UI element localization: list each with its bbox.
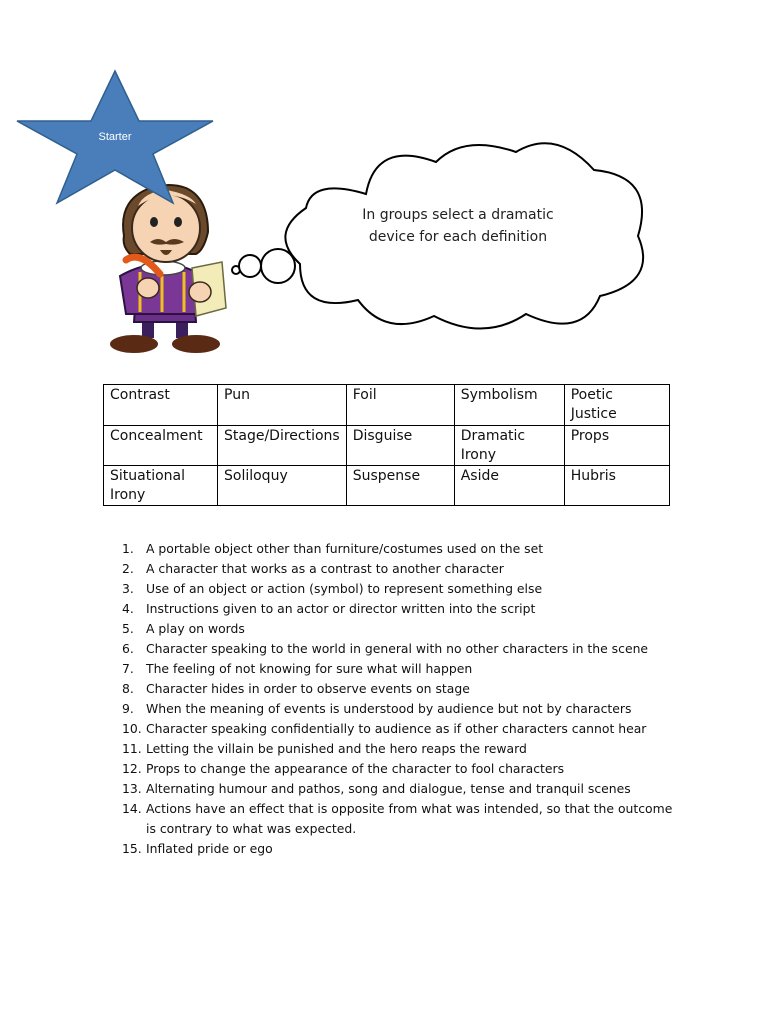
list-item (122, 699, 682, 719)
item-number: 6. (122, 641, 134, 656)
item-text: Character speaking to the world in general with no other characters in the scene (146, 641, 649, 656)
item-text: Actions have an effect that is opposite from what was intended, so that the outcome is contrary to what was expected. (146, 801, 673, 836)
list-item (122, 779, 682, 799)
table-cell: Concealment (104, 426, 218, 466)
item-text: A portable object other than furniture/costumes used on the set (146, 541, 544, 556)
item-number: 4. (122, 601, 134, 616)
table-cell: Soliloquy (218, 466, 347, 506)
item-number: 11. (122, 741, 142, 756)
list-item (122, 619, 682, 639)
list-item (122, 759, 682, 779)
table-cell: Situational Irony (104, 466, 218, 506)
item-number: 9. (122, 701, 134, 716)
list-item (122, 799, 682, 839)
item-number: 15. (122, 841, 142, 856)
dramatic-devices-table (103, 384, 670, 506)
table-cell: Stage/Directions (218, 426, 347, 466)
item-number: 12. (122, 761, 142, 776)
table-cell: Disguise (346, 426, 454, 466)
item-text: Character speaking confidentially to audience as if other characters cannot hear (146, 721, 647, 736)
table-cell: Props (564, 426, 669, 466)
list-item (122, 659, 682, 679)
item-number: 1. (122, 541, 134, 556)
item-text: A play on words (146, 621, 245, 636)
list-item (122, 579, 682, 599)
list-item (122, 539, 682, 559)
table-row (104, 466, 670, 506)
table-cell: Symbolism (454, 385, 564, 426)
table-cell: Aside (454, 466, 564, 506)
definitions-list (122, 539, 682, 859)
list-item (122, 719, 682, 739)
table-cell: Dramatic Irony (454, 426, 564, 466)
item-number: 3. (122, 581, 134, 596)
list-item (122, 599, 682, 619)
item-number: 2. (122, 561, 134, 576)
list-item (122, 739, 682, 759)
item-text: A character that works as a contrast to another character (146, 561, 504, 576)
list-item (122, 679, 682, 699)
item-number: 8. (122, 681, 134, 696)
table-cell: Foil (346, 385, 454, 426)
item-text: Letting the villain be punished and the hero reaps the reward (146, 741, 527, 756)
table-cell: Hubris (564, 466, 669, 506)
item-text: Inflated pride or ego (146, 841, 273, 856)
item-number: 14. (122, 801, 142, 816)
item-text: Character hides in order to observe events on stage (146, 681, 470, 696)
item-text: Use of an object or action (symbol) to represent something else (146, 581, 543, 596)
item-number: 10. (122, 721, 142, 736)
thought-bubble-text: In groups select a dramatic device for each definition (362, 207, 554, 245)
list-item (122, 639, 682, 659)
item-text: The feeling of not knowing for sure what will happen (146, 661, 473, 676)
table-cell: Poetic Justice (564, 385, 669, 426)
item-number: 7. (122, 661, 134, 676)
item-text: When the meaning of events is understood by audience but not by characters (146, 701, 632, 716)
table-row (104, 385, 670, 426)
table-cell: Contrast (104, 385, 218, 426)
item-number: 13. (122, 781, 142, 796)
list-item (122, 839, 682, 859)
item-text: Instructions given to an actor or director written into the script (146, 601, 536, 616)
item-number: 5. (122, 621, 134, 636)
list-item (122, 559, 682, 579)
item-text: Alternating humour and pathos, song and dialogue, tense and tranquil scenes (146, 781, 631, 796)
table-cell: Suspense (346, 466, 454, 506)
starter-label: Starter (98, 131, 132, 143)
table-row (104, 426, 670, 466)
item-text: Props to change the appearance of the character to fool characters (146, 761, 565, 776)
table-cell: Pun (218, 385, 347, 426)
